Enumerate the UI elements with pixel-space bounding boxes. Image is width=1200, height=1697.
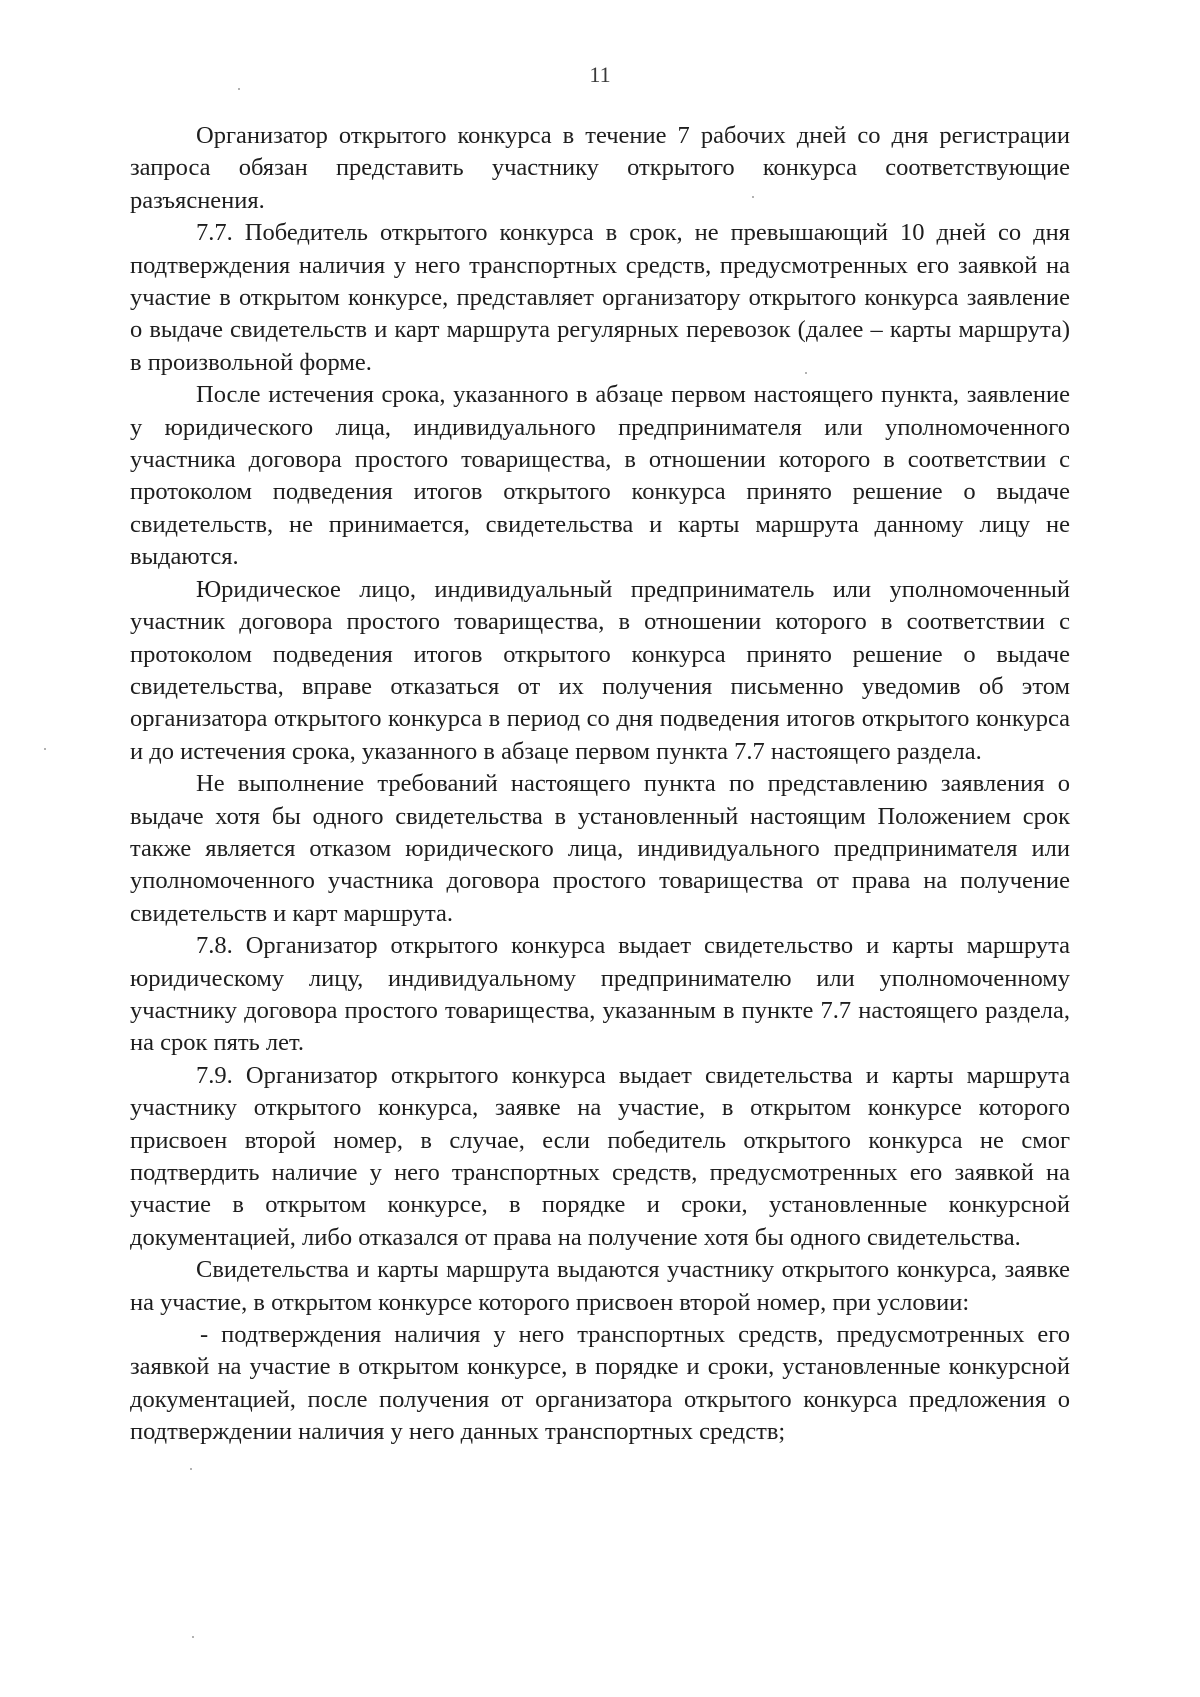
scan-speck	[752, 196, 754, 198]
scan-speck	[238, 88, 240, 90]
paragraph-conditions: Свидетельства и карты маршрута выдаются участнику открытого конкурса, заявке на участие, в открытом конкурсе которого присвоен второй номер, при условии:	[130, 1256, 1070, 1316]
paragraph-after-deadline: После истечения срока, указанного в абзаце первом настоящего пункта, заявление у юридического лица, индивидуального предпринимателя или уполномоченного участника договора простого товарищества, в отношении которого в соответствии с протоколом подведения итогов открытого конкурса принято решение о выдаче свидетельств, не принимается, свидетельства и карты маршрута данному лицу не выдаются.	[130, 381, 1070, 571]
page-number: 11	[589, 62, 611, 87]
paragraph-refusal-right: Юридическое лицо, индивидуальный предприниматель или уполномоченный участник договора простого товарищества, в отношении которого в соответствии с протоколом подведения итогов открытого конкурса принято решение о выдаче свидетельства, вправе отказаться от их получения письменно уведомив об этом организатора открытого конкурса в период со дня подведения итогов открытого конкурса и до истечения срока, указанного в абзаце первом пункта 7.7 настоящего раздела.	[130, 575, 1070, 765]
paragraph-7-7: 7.7. Победитель открытого конкурса в срок, не превышающий 10 дней со дня подтверждения наличия у него транспортных средств, предусмотренных его заявкой на участие в открытом конкурсе, представляет организатору открытого конкурса заявление о выдаче свидетельств и карт маршрута регулярных перевозок (далее – карты маршрута) в произвольной форме.	[130, 219, 1070, 376]
document-body	[130, 120, 1070, 1449]
paragraph-non-compliance: Не выполнение требований настоящего пункта по представлению заявления о выдаче хотя бы одного свидетельства в установленный настоящим Положением срок также является отказом юридического лица, индивидуального предпринимателя или уполномоченного участника договора простого товарищества от права на получение свидетельств и карт маршрута.	[130, 770, 1070, 927]
scan-speck	[192, 1636, 194, 1638]
scan-speck	[44, 748, 46, 750]
paragraph-clarifications: Организатор открытого конкурса в течение 7 рабочих дней со дня регистрации запроса обязан представить участнику открытого конкурса соответствующие разъяснения.	[130, 122, 1070, 214]
paragraph-7-8: 7.8. Организатор открытого конкурса выдает свидетельство и карты маршрута юридическому лицу, индивидуальному предпринимателю или уполномоченному участнику договора простого товарищества, указанным в пункте 7.7 настоящего раздела, на срок пять лет.	[130, 932, 1070, 1057]
scan-speck	[190, 1468, 192, 1470]
scan-speck	[805, 372, 807, 374]
list-item-condition-1: - подтверждения наличия у него транспортных средств, предусмотренных его заявкой на участие в открытом конкурсе, в порядке и сроки, установленные конкурсной документацией, после получения от организатора открытого конкурса предложения о подтверждении наличия у него данных транспортных средств;	[130, 1321, 1070, 1446]
paragraph-7-9: 7.9. Организатор открытого конкурса выдает свидетельства и карты маршрута участнику открытого конкурса, заявке на участие, в открытом конкурсе которого присвоен второй номер, в случае, если победитель открытого конкурса не смог подтвердить наличие у него транспортных средств, предусмотренных его заявкой на участие в открытом конкурсе, в порядке и сроки, установленные конкурсной документацией, либо отказался от права на получение хотя бы одного свидетельства.	[130, 1061, 1070, 1251]
